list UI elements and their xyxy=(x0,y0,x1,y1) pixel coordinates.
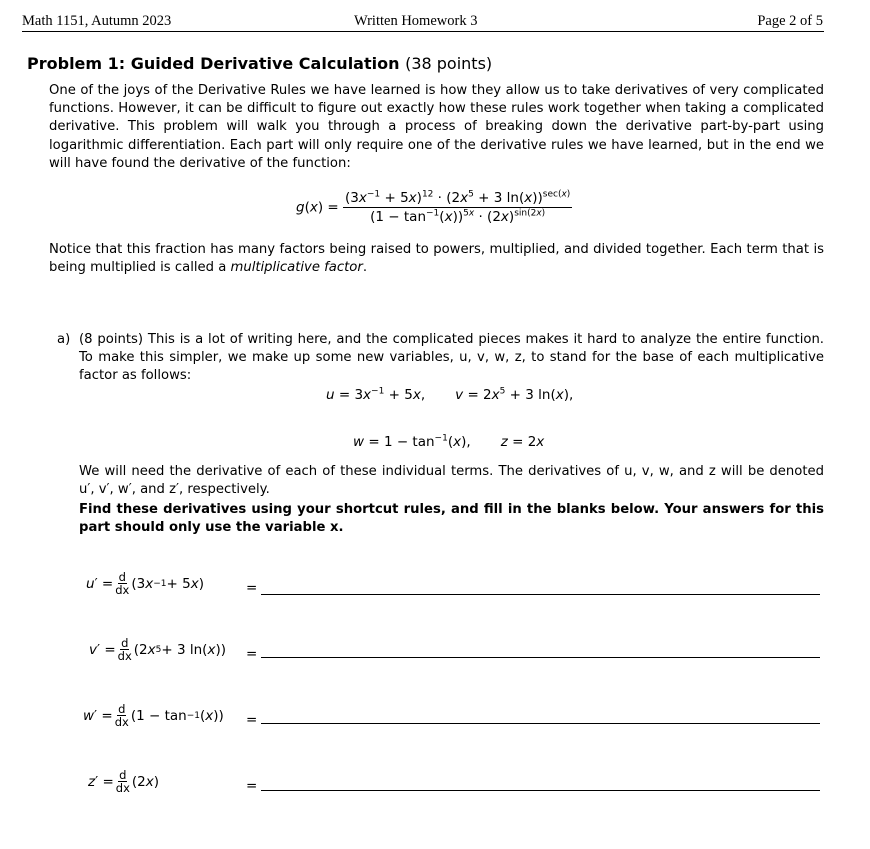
equals-sign: = xyxy=(246,580,258,596)
derivative-notation-paragraph: We will need the derivative of each of these individual terms. The derivatives of u, v, w, and z will be denoted u′, v′, w′, and z′, respectively. xyxy=(79,464,824,498)
equals-sign: = xyxy=(246,646,258,662)
substitution-w-z: $w = 1 - \tan^{-1}(x)$, z = 2x xyxy=(353,433,545,450)
term-multiplicative-factor: multiplicative factor xyxy=(230,260,363,276)
answer-blank-w[interactable] xyxy=(261,723,820,724)
derivative-u-expression: u ′ = d dx (3 x −1 + 5 x ) xyxy=(86,570,204,597)
derivative-z-expression: z ′ = d dx (2 x ) xyxy=(88,768,160,795)
header-assignment: Written Homework 3 xyxy=(354,13,478,29)
derivative-w-expression: w ′ = d dx (1 − tan −1 ( x )) xyxy=(83,702,224,729)
problem-points: (38 points) xyxy=(405,54,493,73)
header-rule xyxy=(22,31,824,32)
substitution-u-v: $u = 3x^{-1} + 5x$, $v = 2x^5 + 3$ ln(x), xyxy=(326,386,574,403)
part-a-paragraph xyxy=(57,331,824,386)
instruction-bold: Find these derivatives using your shortcut rules, and fill in the blanks below. Your answers for this part should only use the variable x. xyxy=(79,502,824,536)
equals-sign: = xyxy=(246,778,258,794)
header-page-number: Page 2 of 5 xyxy=(757,13,823,29)
part-a-text: This is a lot of writing here, and the complicated pieces makes it hard to analyze the entire function. To make this simpler, we make up some new variables, u, v, w, z, to stand for the base of each multiplicative factor as follows: xyxy=(79,332,824,384)
answer-blank-u[interactable] xyxy=(261,594,820,595)
notice-paragraph: Notice that this fraction has many factors being raised to powers, multiplied, and divided together. Each term that is being multiplied is called a multiplicative factor. xyxy=(49,242,824,276)
answer-blank-v[interactable] xyxy=(261,657,820,658)
function-g-equation: g(x) = $\frac{(3x^{-1} + 5x)^{12} \cdot (2x^5 + 3 \ln(x))^{sec(x)}}{(1 - \tan^{-1}(x))^{5x} \cdot (2x)^{sin(2x)}}$ xyxy=(296,189,571,225)
derivative-v-expression: v ′ = d dx (2 x 5 + 3 ln( x )) xyxy=(89,636,226,663)
part-a-label: a) xyxy=(57,332,71,347)
part-a-points: (8 points) xyxy=(79,332,144,347)
problem-title xyxy=(27,54,492,73)
answer-blank-z[interactable] xyxy=(261,790,820,791)
header-course: Math 1151, Autumn 2023 xyxy=(22,13,172,29)
problem-title-text: Problem 1: Guided Derivative Calculation xyxy=(27,54,400,73)
problem-intro: One of the joys of the Derivative Rules we have learned is how they allow us to take derivatives of very complicated functions. However, it can be difficult to figure out exactly how these rules work together when taking a complicated derivative. This problem will walk you through a process of breaking down the derivative part-by-part using logarithmic differentiation. Each part will only require one of the derivative rules we have learned, but in the end we will have found the derivative of the function: xyxy=(49,83,824,171)
equals-sign: = xyxy=(246,712,258,728)
